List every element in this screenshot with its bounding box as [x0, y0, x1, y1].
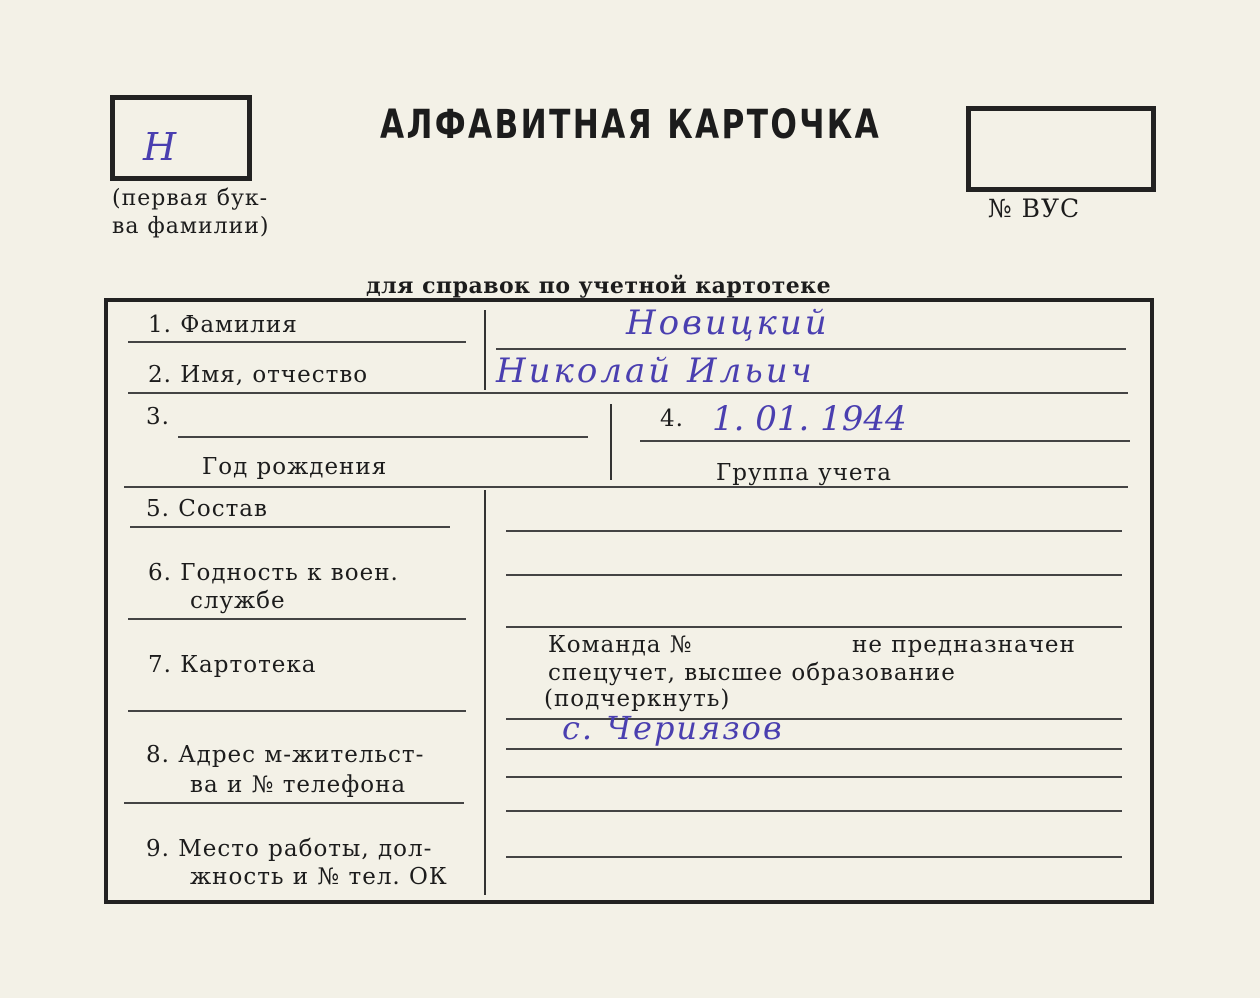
surname-letter-value: Н	[143, 125, 177, 169]
right-line-1	[506, 530, 1122, 532]
vus-label: № ВУС	[988, 194, 1081, 223]
surname-label-rule	[128, 341, 466, 343]
surname-value-rule	[496, 348, 1126, 350]
fitness-label-line1: 6. Годность к воен.	[148, 560, 399, 586]
right-line-2	[506, 574, 1122, 576]
letter-caption-line2: ва фамилии)	[112, 214, 270, 239]
address-rule	[124, 802, 464, 804]
name-rule	[128, 392, 1128, 394]
surname-label: 1. Фамилия	[148, 312, 298, 338]
composition-rule	[130, 526, 450, 528]
right-line-7	[506, 810, 1122, 812]
right-line-3	[506, 626, 1122, 628]
birth-year-rule	[178, 436, 588, 438]
name-value: Николай Ильич	[496, 351, 815, 391]
address-value: с. Чериязов	[562, 709, 784, 747]
fitness-label-line2: службе	[190, 588, 286, 614]
file-label: 7. Картотека	[148, 652, 317, 678]
vus-box	[966, 106, 1156, 192]
right-line-5	[506, 748, 1122, 750]
letter-caption-line1: (первая бук-	[112, 186, 269, 211]
team-line2: спецучет, высшее образование	[548, 660, 956, 686]
group-caption: Группа учета	[716, 460, 892, 486]
address-label-line2: ва и № телефона	[190, 772, 407, 798]
surname-value: Новицкий	[626, 303, 830, 343]
field4-num: 4.	[660, 406, 684, 432]
right-line-6	[506, 776, 1122, 778]
work-label-line2: жность и № тел. ОК	[190, 864, 448, 890]
team-line1-right: не предназначен	[852, 632, 1076, 658]
card-subtitle: для справок по учетной картотеке	[366, 273, 832, 299]
divider-bottom	[484, 490, 486, 895]
field3-num: 3.	[146, 404, 170, 430]
team-line1-left: Команда №	[548, 632, 693, 658]
fitness-rule	[128, 618, 466, 620]
team-line3: (подчеркнуть)	[544, 686, 731, 712]
composition-label: 5. Состав	[146, 496, 268, 522]
work-label-line1: 9. Место работы, дол-	[146, 836, 433, 862]
divider-middle	[610, 404, 612, 480]
right-line-8	[506, 856, 1122, 858]
name-label: 2. Имя, отчество	[148, 362, 369, 388]
divider-top	[484, 310, 486, 390]
surname-letter-box	[110, 95, 252, 181]
group-rule	[640, 440, 1130, 442]
row34-bottom-rule	[124, 486, 1128, 488]
group-value: 1. 01. 1944	[712, 399, 907, 439]
birth-year-caption: Год рождения	[202, 454, 388, 480]
file-rule	[128, 710, 466, 712]
card-title: АЛФАВИТНАЯ КАРТОЧКА	[380, 102, 882, 148]
address-label-line1: 8. Адрес м-жительст-	[146, 742, 425, 768]
